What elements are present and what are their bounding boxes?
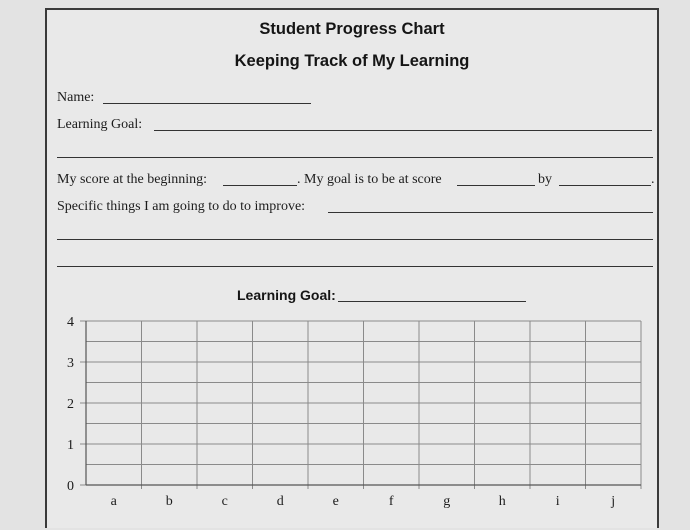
learning-goal-label: Learning Goal: <box>57 117 143 132</box>
y-tick-label: 1 <box>67 438 74 453</box>
score-beginning-label: My score at the beginning: <box>57 172 208 187</box>
x-tick-label: j <box>611 494 616 509</box>
end-period: . <box>651 172 655 187</box>
goal-score-label: . My goal is to be at score <box>297 172 442 187</box>
x-tick-label: g <box>443 494 451 509</box>
name-label: Name: <box>57 90 95 105</box>
x-tick-label: b <box>165 494 173 509</box>
x-tick-label: h <box>498 494 506 509</box>
page-title: Student Progress Chart <box>259 20 445 38</box>
chart-learning-goal-label: Learning Goal: <box>237 287 336 303</box>
x-tick-label: e <box>332 494 339 509</box>
y-tick-label: 2 <box>67 397 74 412</box>
progress-chart-sheet <box>45 8 659 528</box>
y-tick-label: 3 <box>67 356 74 371</box>
x-tick-label: c <box>221 494 228 509</box>
x-tick-label: d <box>276 494 284 509</box>
by-label: by <box>538 172 552 187</box>
x-tick-label: a <box>110 494 117 509</box>
progress-grid-chart <box>47 10 661 530</box>
y-tick-label: 0 <box>67 479 74 494</box>
x-tick-label: f <box>388 494 394 509</box>
page-subtitle: Keeping Track of My Learning <box>234 52 470 70</box>
y-tick-label: 4 <box>67 315 74 330</box>
specific-things-label: Specific things I am going to do to improve: <box>57 199 306 214</box>
x-tick-label: i <box>555 494 560 509</box>
